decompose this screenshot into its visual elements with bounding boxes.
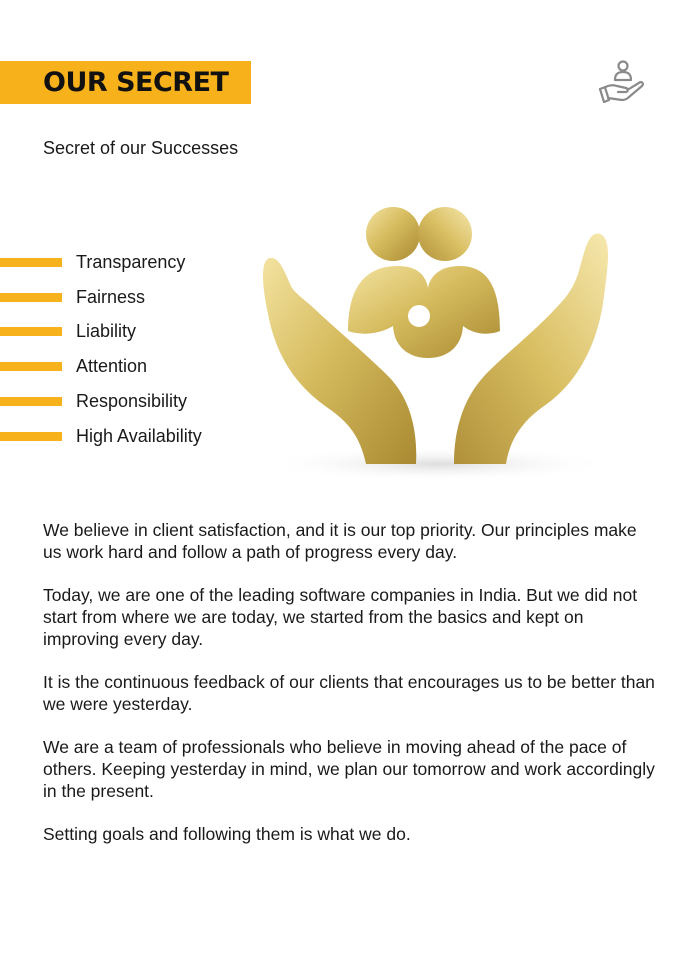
value-label: Responsibility [76,391,188,412]
paragraph: It is the continuous feedback of our clients that encourages us to be better than we were yesterday. [43,672,655,714]
value-label: Liability [76,321,137,342]
body-text [43,519,655,866]
hands-holding-people-icon [248,196,628,486]
value-item [0,384,240,419]
values-list [0,245,240,454]
subtitle: Secret of our Successes [43,138,239,158]
paragraph: We believe in client satisfaction, and it is our top priority. Our principles make us work hard and follow a path of progress every day. [43,520,637,562]
value-label: Attention [76,356,148,377]
bullet-bar [0,293,62,302]
value-label: Fairness [76,286,146,307]
value-item [0,349,240,384]
value-item [0,419,240,454]
bullet-bar [0,397,62,406]
value-label: Transparency [76,251,186,272]
bullet-bar [0,327,62,336]
paragraph: Setting goals and following them is what we do. [43,824,411,844]
value-item [0,315,240,350]
value-label: High Availability [76,425,202,446]
care-hand-icon [596,58,648,110]
bullet-bar [0,362,62,371]
paragraph: We are a team of professionals who believe in moving ahead of the pace of others. Keeping yesterday in mind, we plan our tomorrow and work accordingly in the present. [43,737,655,801]
page-title: OUR SECRET [43,67,229,98]
title-banner [0,61,251,104]
value-item [0,280,240,315]
bullet-bar [0,258,62,267]
value-item [0,245,240,280]
paragraph: Today, we are one of the leading software companies in India. But we did not start from where we are today, we started from the basics and kept on improving every day. [43,585,638,649]
bullet-bar [0,432,62,441]
